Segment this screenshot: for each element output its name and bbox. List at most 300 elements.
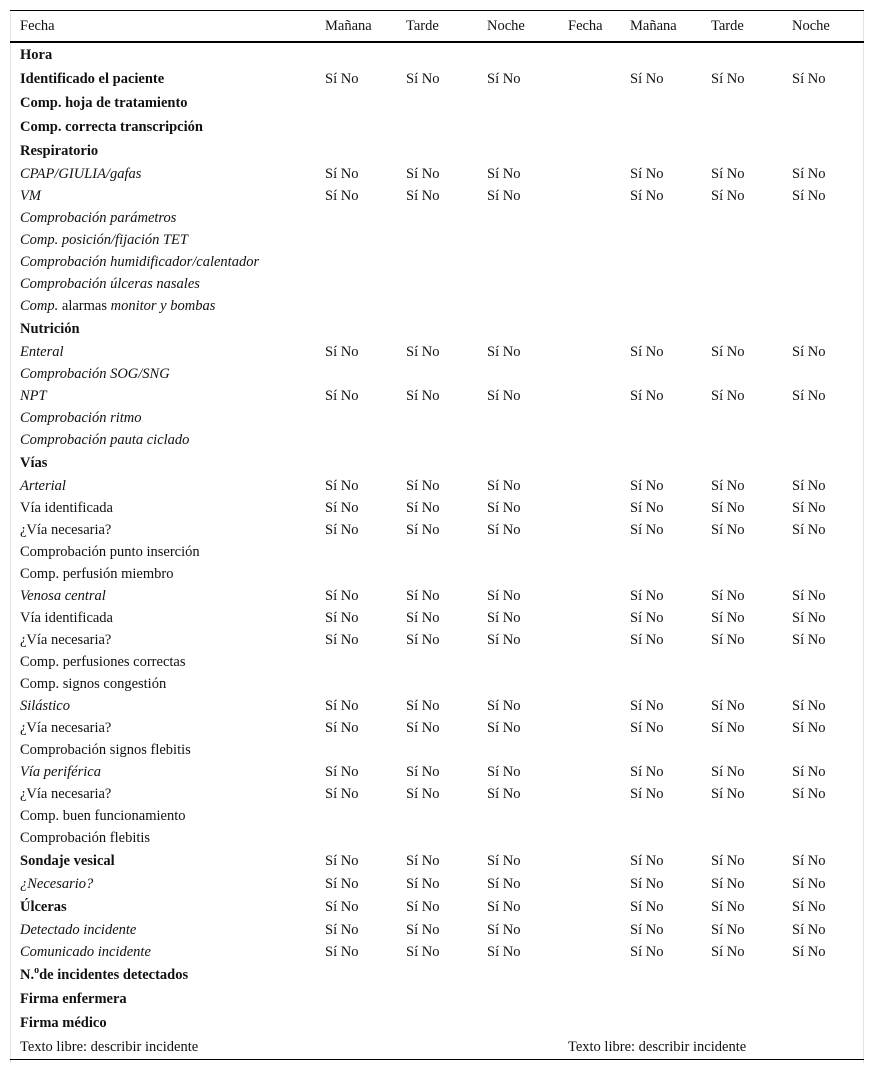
row-label [10, 963, 315, 987]
yes-no-option[interactable]: Sí No [325, 631, 359, 648]
cell-morning-1 [315, 207, 396, 229]
cell-afternoon-1 [396, 1011, 477, 1035]
nursing-checklist-table [10, 10, 864, 1060]
yes-no-option[interactable]: Sí No [406, 343, 440, 360]
row-label-part: de incidentes detectados [39, 966, 189, 983]
yes-no-option[interactable]: Sí No [487, 609, 521, 626]
cell-morning-2 [620, 115, 701, 139]
yes-no-option[interactable]: Sí No [792, 921, 826, 938]
yes-no-option[interactable]: Sí No [325, 921, 359, 938]
cell-date-2 [558, 429, 620, 451]
cell-night-1 [477, 563, 558, 585]
cell-morning-2 [620, 363, 701, 385]
table-row [10, 385, 864, 407]
yes-no-option[interactable]: Sí No [711, 70, 745, 87]
yes-no-option[interactable]: Sí No [487, 898, 521, 915]
yes-no-option[interactable]: Sí No [630, 785, 664, 802]
yes-no-option[interactable]: Sí No [711, 697, 745, 714]
yes-no-option[interactable]: Sí No [630, 609, 664, 626]
yes-no-option[interactable]: Sí No [792, 343, 826, 360]
table-row [10, 317, 864, 341]
row-label: Comprobación signos flebitis [20, 741, 191, 758]
yes-no-option[interactable]: Sí No [406, 70, 440, 87]
yes-no-option[interactable]: Sí No [711, 343, 745, 360]
yes-no-option[interactable]: Sí No [487, 187, 521, 204]
cell-morning-2 [620, 987, 701, 1011]
table-row [10, 629, 864, 651]
cell-afternoon-1 [396, 42, 477, 67]
cell-night-2 [782, 805, 864, 827]
row-label: Respiratorio [20, 142, 99, 159]
yes-no-option[interactable]: Sí No [406, 875, 440, 892]
cell-date-2 [558, 251, 620, 273]
cell-date-2 [558, 185, 620, 207]
cell-morning-1 [315, 317, 396, 341]
footer-row [10, 1035, 864, 1060]
table-row [10, 42, 864, 67]
yes-no-option[interactable]: Sí No [406, 763, 440, 780]
cell-date-2 [558, 451, 620, 475]
row-label: NPT [20, 387, 47, 404]
yes-no-option[interactable]: Sí No [630, 165, 664, 182]
yes-no-option[interactable]: Sí No [792, 587, 826, 604]
row-label: Identificado el paciente [20, 70, 165, 87]
yes-no-option[interactable]: Sí No [711, 785, 745, 802]
row-label: Firma enfermera [20, 990, 127, 1007]
cell-night-2 [782, 363, 864, 385]
cell-morning-1 [315, 251, 396, 273]
header-night-2: Noche [782, 11, 864, 43]
row-label: Comunicado incidente [20, 943, 151, 960]
cell-date-2 [558, 695, 620, 717]
yes-no-option[interactable]: Sí No [792, 609, 826, 626]
yes-no-option[interactable]: Sí No [487, 631, 521, 648]
cell-date-2 [558, 163, 620, 185]
yes-no-option[interactable]: Sí No [487, 921, 521, 938]
cell-morning-1 [315, 407, 396, 429]
yes-no-option[interactable]: Sí No [711, 943, 745, 960]
yes-no-option[interactable]: Sí No [711, 477, 745, 494]
row-label: Detectado incidente [20, 921, 137, 938]
cell-date-2 [558, 895, 620, 919]
row-label: Firma médico [20, 1014, 107, 1031]
cell-morning-1 [315, 429, 396, 451]
yes-no-option[interactable]: Sí No [325, 587, 359, 604]
cell-night-1 [477, 251, 558, 273]
cell-night-1 [477, 42, 558, 67]
yes-no-option[interactable]: Sí No [630, 70, 664, 87]
cell-morning-2 [620, 207, 701, 229]
yes-no-option[interactable]: Sí No [792, 898, 826, 915]
yes-no-option[interactable]: Sí No [630, 631, 664, 648]
cell-date-2 [558, 1011, 620, 1035]
cell-night-1 [477, 229, 558, 251]
row-label: ¿Vía necesaria? [20, 631, 112, 648]
yes-no-option[interactable]: Sí No [792, 70, 826, 87]
table-row [10, 497, 864, 519]
yes-no-option[interactable]: Sí No [792, 943, 826, 960]
cell-date-2 [558, 739, 620, 761]
cell-afternoon-1 [396, 317, 477, 341]
cell-night-2 [782, 1011, 864, 1035]
yes-no-option[interactable]: Sí No [630, 943, 664, 960]
cell-afternoon-2 [701, 251, 782, 273]
yes-no-option[interactable]: Sí No [711, 187, 745, 204]
cell-date-2 [558, 651, 620, 673]
yes-no-option[interactable]: Sí No [406, 609, 440, 626]
table-row [10, 873, 864, 895]
yes-no-option[interactable]: Sí No [711, 719, 745, 736]
yes-no-option[interactable]: Sí No [711, 587, 745, 604]
table-row [10, 805, 864, 827]
header-morning-1: Mañana [315, 11, 396, 43]
cell-afternoon-1 [396, 295, 477, 317]
yes-no-option[interactable]: Sí No [487, 477, 521, 494]
yes-no-option[interactable]: Sí No [406, 852, 440, 869]
table-row [10, 607, 864, 629]
cell-date-2 [558, 717, 620, 739]
cell-date-2 [558, 341, 620, 363]
table-row [10, 341, 864, 363]
cell-night-1 [477, 651, 558, 673]
row-label: ¿Necesario? [20, 875, 94, 892]
yes-no-option[interactable]: Sí No [487, 521, 521, 538]
cell-night-1 [477, 363, 558, 385]
yes-no-option[interactable]: Sí No [325, 343, 359, 360]
yes-no-option[interactable]: Sí No [792, 477, 826, 494]
cell-morning-2 [620, 1011, 701, 1035]
yes-no-option[interactable]: Sí No [711, 921, 745, 938]
cell-morning-1 [315, 739, 396, 761]
cell-morning-2 [620, 563, 701, 585]
yes-no-option[interactable]: Sí No [325, 187, 359, 204]
table-row [10, 229, 864, 251]
yes-no-option[interactable]: Sí No [711, 521, 745, 538]
row-label-part: o [34, 964, 40, 976]
yes-no-option[interactable]: Sí No [325, 609, 359, 626]
yes-no-option[interactable]: Sí No [325, 70, 359, 87]
cell-night-2 [782, 407, 864, 429]
yes-no-option[interactable]: Sí No [325, 521, 359, 538]
cell-morning-2 [620, 139, 701, 163]
cell-afternoon-2 [701, 363, 782, 385]
table-row [10, 185, 864, 207]
table-row [10, 273, 864, 295]
yes-no-option[interactable]: Sí No [406, 785, 440, 802]
table-row [10, 519, 864, 541]
yes-no-option[interactable]: Sí No [630, 343, 664, 360]
yes-no-option[interactable]: Sí No [630, 875, 664, 892]
yes-no-option[interactable]: Sí No [711, 387, 745, 404]
yes-no-option[interactable]: Sí No [487, 70, 521, 87]
row-label: CPAP/GIULIA/gafas [20, 165, 142, 182]
row-label: Comp. buen funcionamiento [20, 807, 186, 824]
cell-morning-2 [620, 407, 701, 429]
table-row [10, 739, 864, 761]
cell-morning-2 [620, 963, 701, 987]
table-row [10, 429, 864, 451]
cell-morning-1 [315, 805, 396, 827]
yes-no-option[interactable]: Sí No [792, 521, 826, 538]
cell-morning-2 [620, 91, 701, 115]
cell-morning-2 [620, 251, 701, 273]
cell-afternoon-2 [701, 273, 782, 295]
yes-no-option[interactable]: Sí No [487, 719, 521, 736]
row-label-part: monitor y bombas [110, 297, 216, 314]
cell-date-2 [558, 849, 620, 873]
cell-date-2 [558, 229, 620, 251]
yes-no-option[interactable]: Sí No [630, 697, 664, 714]
yes-no-option[interactable]: Sí No [792, 763, 826, 780]
cell-date-2 [558, 207, 620, 229]
cell-night-2 [782, 207, 864, 229]
table-row [10, 67, 864, 91]
cell-night-1 [477, 541, 558, 563]
cell-afternoon-1 [396, 139, 477, 163]
row-label-part: alarmas [58, 297, 111, 314]
table-row [10, 895, 864, 919]
yes-no-option[interactable]: Sí No [487, 343, 521, 360]
cell-afternoon-2 [701, 207, 782, 229]
cell-afternoon-2 [701, 541, 782, 563]
row-label: Comprobación úlceras nasales [20, 275, 200, 292]
yes-no-option[interactable]: Sí No [406, 631, 440, 648]
cell-morning-2 [620, 229, 701, 251]
table-row [10, 849, 864, 873]
cell-date-2 [558, 761, 620, 783]
yes-no-option[interactable]: Sí No [325, 165, 359, 182]
yes-no-option[interactable]: Sí No [487, 875, 521, 892]
yes-no-option[interactable]: Sí No [711, 499, 745, 516]
cell-night-2 [782, 451, 864, 475]
yes-no-option[interactable]: Sí No [711, 763, 745, 780]
yes-no-option[interactable]: Sí No [792, 852, 826, 869]
cell-date-2 [558, 317, 620, 341]
table-row [10, 139, 864, 163]
cell-night-2 [782, 827, 864, 849]
table-row [10, 451, 864, 475]
yes-no-option[interactable]: Sí No [711, 898, 745, 915]
header-afternoon-1: Tarde [396, 11, 477, 43]
header-date-2: Fecha [558, 11, 620, 43]
yes-no-option[interactable]: Sí No [406, 477, 440, 494]
cell-morning-1 [315, 963, 396, 987]
row-label-part: N. [20, 966, 35, 983]
row-label: VM [20, 187, 41, 204]
yes-no-option[interactable]: Sí No [792, 165, 826, 182]
yes-no-option[interactable]: Sí No [630, 387, 664, 404]
yes-no-option[interactable]: Sí No [487, 785, 521, 802]
yes-no-option[interactable]: Sí No [792, 499, 826, 516]
cell-night-2 [782, 651, 864, 673]
row-label: Nutrición [20, 320, 80, 337]
yes-no-option[interactable]: Sí No [487, 165, 521, 182]
yes-no-option[interactable]: Sí No [325, 898, 359, 915]
cell-date-2 [558, 91, 620, 115]
table-header [10, 11, 864, 43]
yes-no-option[interactable]: Sí No [487, 852, 521, 869]
cell-afternoon-2 [701, 563, 782, 585]
yes-no-option[interactable]: Sí No [792, 697, 826, 714]
row-label: Vías [20, 454, 48, 471]
yes-no-option[interactable]: Sí No [406, 165, 440, 182]
cell-night-1 [477, 295, 558, 317]
cell-night-1 [477, 451, 558, 475]
yes-no-option[interactable]: Sí No [630, 898, 664, 915]
yes-no-option[interactable]: Sí No [630, 587, 664, 604]
yes-no-option[interactable]: Sí No [406, 943, 440, 960]
cell-afternoon-2 [701, 987, 782, 1011]
cell-night-1 [477, 1011, 558, 1035]
yes-no-option[interactable]: Sí No [406, 587, 440, 604]
row-label: Hora [20, 46, 53, 63]
cell-morning-1 [315, 651, 396, 673]
yes-no-option[interactable]: Sí No [325, 875, 359, 892]
row-label: Comprobación flebitis [20, 829, 151, 846]
yes-no-option[interactable]: Sí No [406, 898, 440, 915]
cell-morning-2 [620, 827, 701, 849]
yes-no-option[interactable]: Sí No [325, 852, 359, 869]
yes-no-option[interactable]: Sí No [487, 587, 521, 604]
cell-afternoon-1 [396, 363, 477, 385]
yes-no-option[interactable]: Sí No [487, 943, 521, 960]
cell-afternoon-2 [701, 429, 782, 451]
cell-date-2 [558, 783, 620, 805]
yes-no-option[interactable]: Sí No [406, 921, 440, 938]
table-row [10, 475, 864, 497]
cell-night-1 [477, 139, 558, 163]
yes-no-option[interactable]: Sí No [792, 875, 826, 892]
yes-no-option[interactable]: Sí No [406, 719, 440, 736]
yes-no-option[interactable]: Sí No [792, 387, 826, 404]
cell-morning-2 [620, 651, 701, 673]
table-row [10, 651, 864, 673]
header-row [10, 11, 864, 43]
yes-no-option[interactable]: Sí No [325, 697, 359, 714]
cell-morning-2 [620, 451, 701, 475]
table-row [10, 407, 864, 429]
cell-afternoon-2 [701, 317, 782, 341]
yes-no-option[interactable]: Sí No [630, 852, 664, 869]
yes-no-option[interactable]: Sí No [711, 631, 745, 648]
cell-afternoon-2 [701, 963, 782, 987]
cell-afternoon-2 [701, 651, 782, 673]
cell-night-2 [782, 739, 864, 761]
yes-no-option[interactable]: Sí No [630, 763, 664, 780]
yes-no-option[interactable]: Sí No [406, 499, 440, 516]
cell-morning-1 [315, 273, 396, 295]
yes-no-option[interactable]: Sí No [792, 719, 826, 736]
cell-afternoon-1 [396, 251, 477, 273]
table-row [10, 1011, 864, 1035]
yes-no-option[interactable]: Sí No [325, 387, 359, 404]
cell-date-2 [558, 607, 620, 629]
cell-night-2 [782, 251, 864, 273]
cell-night-1 [477, 207, 558, 229]
yes-no-option[interactable]: Sí No [406, 187, 440, 204]
header-morning-2: Mañana [620, 11, 701, 43]
yes-no-option[interactable]: Sí No [711, 165, 745, 182]
yes-no-option[interactable]: Sí No [630, 521, 664, 538]
cell-night-2 [782, 295, 864, 317]
cell-night-1 [477, 407, 558, 429]
row-label: Comprobación SOG/SNG [20, 365, 170, 382]
yes-no-option[interactable]: Sí No [630, 187, 664, 204]
table-row [10, 695, 864, 717]
cell-afternoon-1 [396, 451, 477, 475]
yes-no-option[interactable]: Sí No [630, 477, 664, 494]
yes-no-option[interactable]: Sí No [792, 785, 826, 802]
cell-night-1 [477, 673, 558, 695]
cell-night-1 [477, 963, 558, 987]
cell-morning-1 [315, 541, 396, 563]
yes-no-option[interactable]: Sí No [711, 609, 745, 626]
yes-no-option[interactable]: Sí No [630, 719, 664, 736]
cell-night-1 [477, 91, 558, 115]
table-row [10, 251, 864, 273]
cell-afternoon-1 [396, 987, 477, 1011]
cell-date-2 [558, 873, 620, 895]
yes-no-option[interactable]: Sí No [792, 631, 826, 648]
yes-no-option[interactable]: Sí No [406, 521, 440, 538]
row-label: Comprobación humidificador/calentador [20, 253, 260, 270]
yes-no-option[interactable]: Sí No [325, 499, 359, 516]
yes-no-option[interactable]: Sí No [711, 875, 745, 892]
cell-night-2 [782, 139, 864, 163]
yes-no-option[interactable]: Sí No [487, 499, 521, 516]
yes-no-option[interactable]: Sí No [406, 387, 440, 404]
row-label: Venosa central [20, 587, 106, 604]
yes-no-option[interactable]: Sí No [406, 697, 440, 714]
cell-date-2 [558, 385, 620, 407]
row-label: Vía periférica [20, 763, 101, 780]
cell-morning-1 [315, 139, 396, 163]
cell-night-1 [477, 273, 558, 295]
yes-no-option[interactable]: Sí No [487, 763, 521, 780]
cell-date-2 [558, 585, 620, 607]
cell-morning-2 [620, 42, 701, 67]
yes-no-option[interactable]: Sí No [325, 477, 359, 494]
cell-night-1 [477, 739, 558, 761]
yes-no-option[interactable]: Sí No [325, 719, 359, 736]
cell-date-2 [558, 919, 620, 941]
cell-date-2 [558, 519, 620, 541]
cell-afternoon-2 [701, 407, 782, 429]
yes-no-option[interactable]: Sí No [487, 387, 521, 404]
yes-no-option[interactable]: Sí No [325, 943, 359, 960]
yes-no-option[interactable]: Sí No [792, 187, 826, 204]
free-text-right[interactable]: Texto libre: describir incidente [558, 1035, 864, 1060]
row-label: Arterial [20, 477, 66, 494]
yes-no-option[interactable]: Sí No [325, 785, 359, 802]
yes-no-option[interactable]: Sí No [325, 763, 359, 780]
cell-afternoon-1 [396, 651, 477, 673]
yes-no-option[interactable]: Sí No [487, 697, 521, 714]
row-label-part: Comp. [20, 297, 59, 314]
free-text-left[interactable]: Texto libre: describir incidente [10, 1035, 558, 1060]
cell-date-2 [558, 475, 620, 497]
cell-morning-2 [620, 805, 701, 827]
cell-morning-2 [620, 429, 701, 451]
yes-no-option[interactable]: Sí No [711, 852, 745, 869]
yes-no-option[interactable]: Sí No [630, 499, 664, 516]
table-row [10, 963, 864, 987]
cell-morning-2 [620, 317, 701, 341]
cell-night-1 [477, 987, 558, 1011]
yes-no-option[interactable]: Sí No [630, 921, 664, 938]
table-row [10, 363, 864, 385]
row-label: Comprobación parámetros [20, 209, 177, 226]
